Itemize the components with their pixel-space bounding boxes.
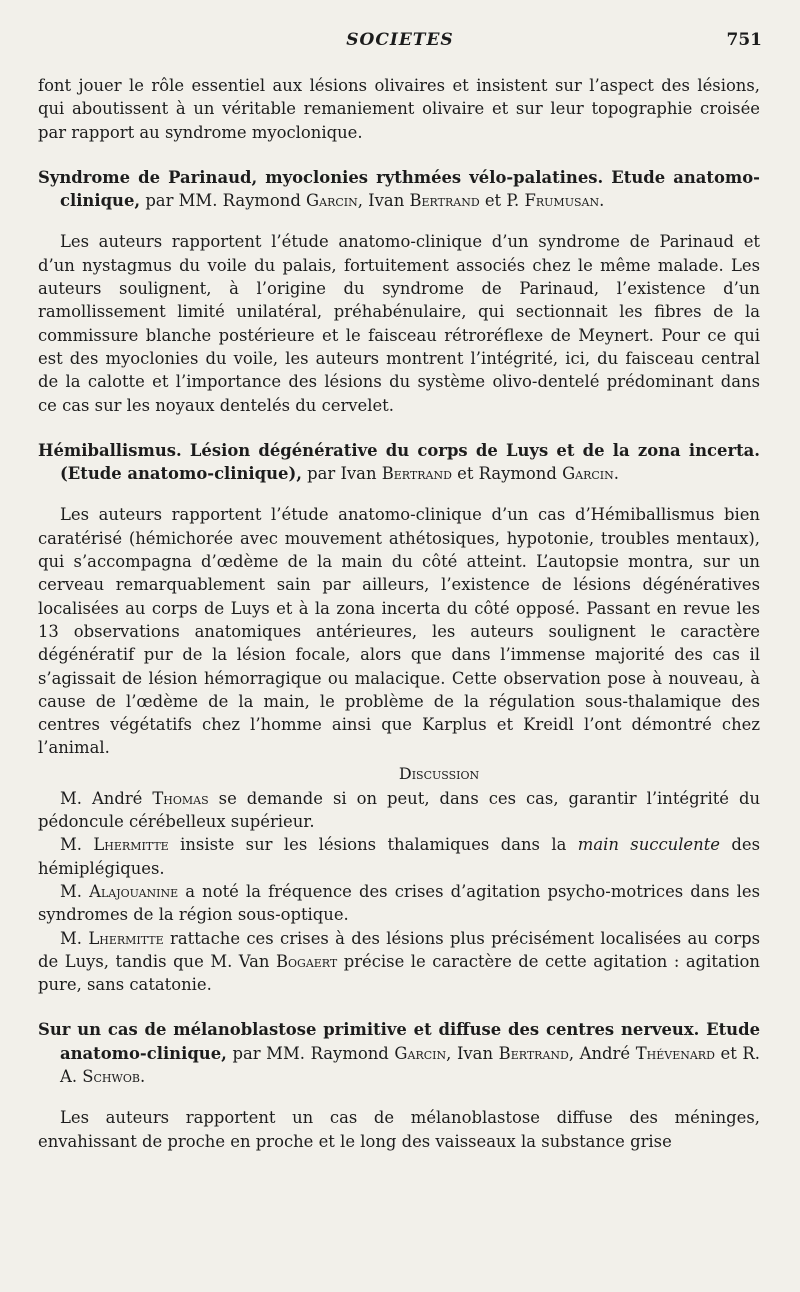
author-bertrand: Bertrand <box>381 464 452 484</box>
page-number: 751 <box>726 30 762 50</box>
speaker-name: Lhermitte <box>88 928 164 948</box>
discussion-entry-thomas: M. André Thomas se demande si on peut, dans ces cas, garantir l’intégrité du pédoncule cérébelleux supérieur. <box>38 788 760 832</box>
author-end: . <box>139 1066 146 1086</box>
article-1-title: Syndrome de Parinaud, myoclonies rythmées vélo-palatines. Etude anatomo-clinique, <box>38 167 760 211</box>
intro-paragraph: font jouer le rôle essentiel aux lésions olivaires et insistent sur l’aspect des lésions, qui aboutissent à un véritable remaniement olivaire et sur leur topographie croisée par rapport au syndrome myoclonique. <box>38 76 760 142</box>
article-2-body: Les auteurs rapportent l’étude anatomo-clinique d’un cas d’Hémiballismus bien caratérisé (hémichorée avec mouvement athétosiques, hypotonie, troubles mentaux), qui s’accompagna d’œdème de la main du côté atteint. L’autopsie montra, sur un cerveau remarquablement sain par ailleurs, l’existence de lésions dégénératives localisées au corps de Luys et à la zona incerta du côté opposé. Passant en revue les 13 observations anatomiques antérieures, les auteurs soulignent le caractère dégénératif pur de la lésion focale, alors que dans l’immense majorité des cas il s’agissait de lésion hémorragique ou malacique. Cette observation pose à nouveau, à cause de l’œdème de la main, le problème de la régulation sous-thalamique des centres végétatifs chez l’homme ainsi que Karplus et Kreidl l’ont démontré chez l’animal. <box>38 505 760 758</box>
speaker-name: Alajouanine <box>89 881 179 901</box>
running-title: SOCIETES <box>346 30 454 50</box>
author-garcin: Garcin <box>394 1043 447 1063</box>
author-sep: , Ivan <box>446 1043 494 1063</box>
author-end: . <box>599 191 605 211</box>
document-body <box>38 74 760 1153</box>
article-3-heading <box>38 1018 760 1088</box>
author-thevenard: Thévenard <box>635 1043 715 1063</box>
author-sep: et Raymond <box>457 464 557 484</box>
discussion-title: Discussion <box>398 763 480 783</box>
author-schwob: Schwob <box>82 1066 140 1086</box>
author-sep: , André <box>568 1043 631 1063</box>
author-end: . <box>613 464 619 484</box>
discussion-entry-alajouanine: M. Alajouanine a noté la fréquence des crises d’agitation psycho-motrices dans les syndromes de la région sous-optique. <box>38 881 761 925</box>
article-3-par: par MM. Raymond <box>232 1043 389 1063</box>
author-frumusan: Frumusan <box>524 191 600 211</box>
article-1-par: par MM. Raymond <box>145 191 301 211</box>
author-sep: et P. <box>484 191 520 211</box>
article-2-title: Hémiballismus. Lésion dégénérative du corps de Luys et de la zona incerta. (Etude anatomo-clinique), <box>38 440 760 484</box>
speaker-name: Bogaert <box>275 951 338 971</box>
discussion-entry-lhermitte-1: M. Lhermitte insiste sur les lésions thalamiques dans la main succulente des hémiplégiques. <box>38 835 760 878</box>
author-sep: et R. A. <box>60 1043 760 1086</box>
speaker-name: Lhermitte <box>93 835 169 855</box>
article-3-body: Les auteurs rapportent un cas de mélanoblastose diffuse des méninges, envahissant de proche en proche et le long des vaisseaux la substance grise <box>38 1108 760 1151</box>
author-garcin: Garcin <box>562 464 614 484</box>
article-1-body: Les auteurs rapportent l’étude anatomo-clinique d’un syndrome de Parinaud et d’un nystagmus du voile du palais, fortuitement associés chez le même malade. Les auteurs soulignent, à l’origine du syndrome de Parinaud, l’existence d’un ramollissement limité unilatéral, préhabénulaire, qui sectionnait les fibres de la commissure blanche postérieure et le faisceau rétroréflexe de Meynert. Pour ce qui est des myoclonies du voile, les auteurs montrent l’intégrité, ici, du faisceau central de la calotte et l’importance des lésions du système olivo-dentelé prédominant dans ce cas sur les noyaux dentelés du cervelet. <box>38 232 760 415</box>
page-header <box>38 30 762 56</box>
article-2-heading <box>38 439 760 486</box>
author-bertrand: Bertrand <box>409 191 480 211</box>
author-bertrand: Bertrand <box>498 1043 569 1063</box>
emphasis: main succulente <box>577 835 720 855</box>
author-sep: , Ivan <box>357 191 405 211</box>
discussion-entry-lhermitte-2: M. Lhermitte rattache ces crises à des lésions plus précisément localisées au corps de Luys, tandis que M. Van Bogaert précise le caractère de cette agitation : agitation pure, sans catatonie. <box>38 928 760 995</box>
article-2-par: par Ivan <box>307 464 377 484</box>
article-1-heading <box>38 166 760 213</box>
article-3-title: Sur un cas de mélanoblastose primitive et diffuse des centres nerveux. Etude anatomo-clinique, <box>38 1020 760 1063</box>
speaker-name: Thomas <box>152 788 209 808</box>
author-garcin: Garcin <box>306 191 358 211</box>
